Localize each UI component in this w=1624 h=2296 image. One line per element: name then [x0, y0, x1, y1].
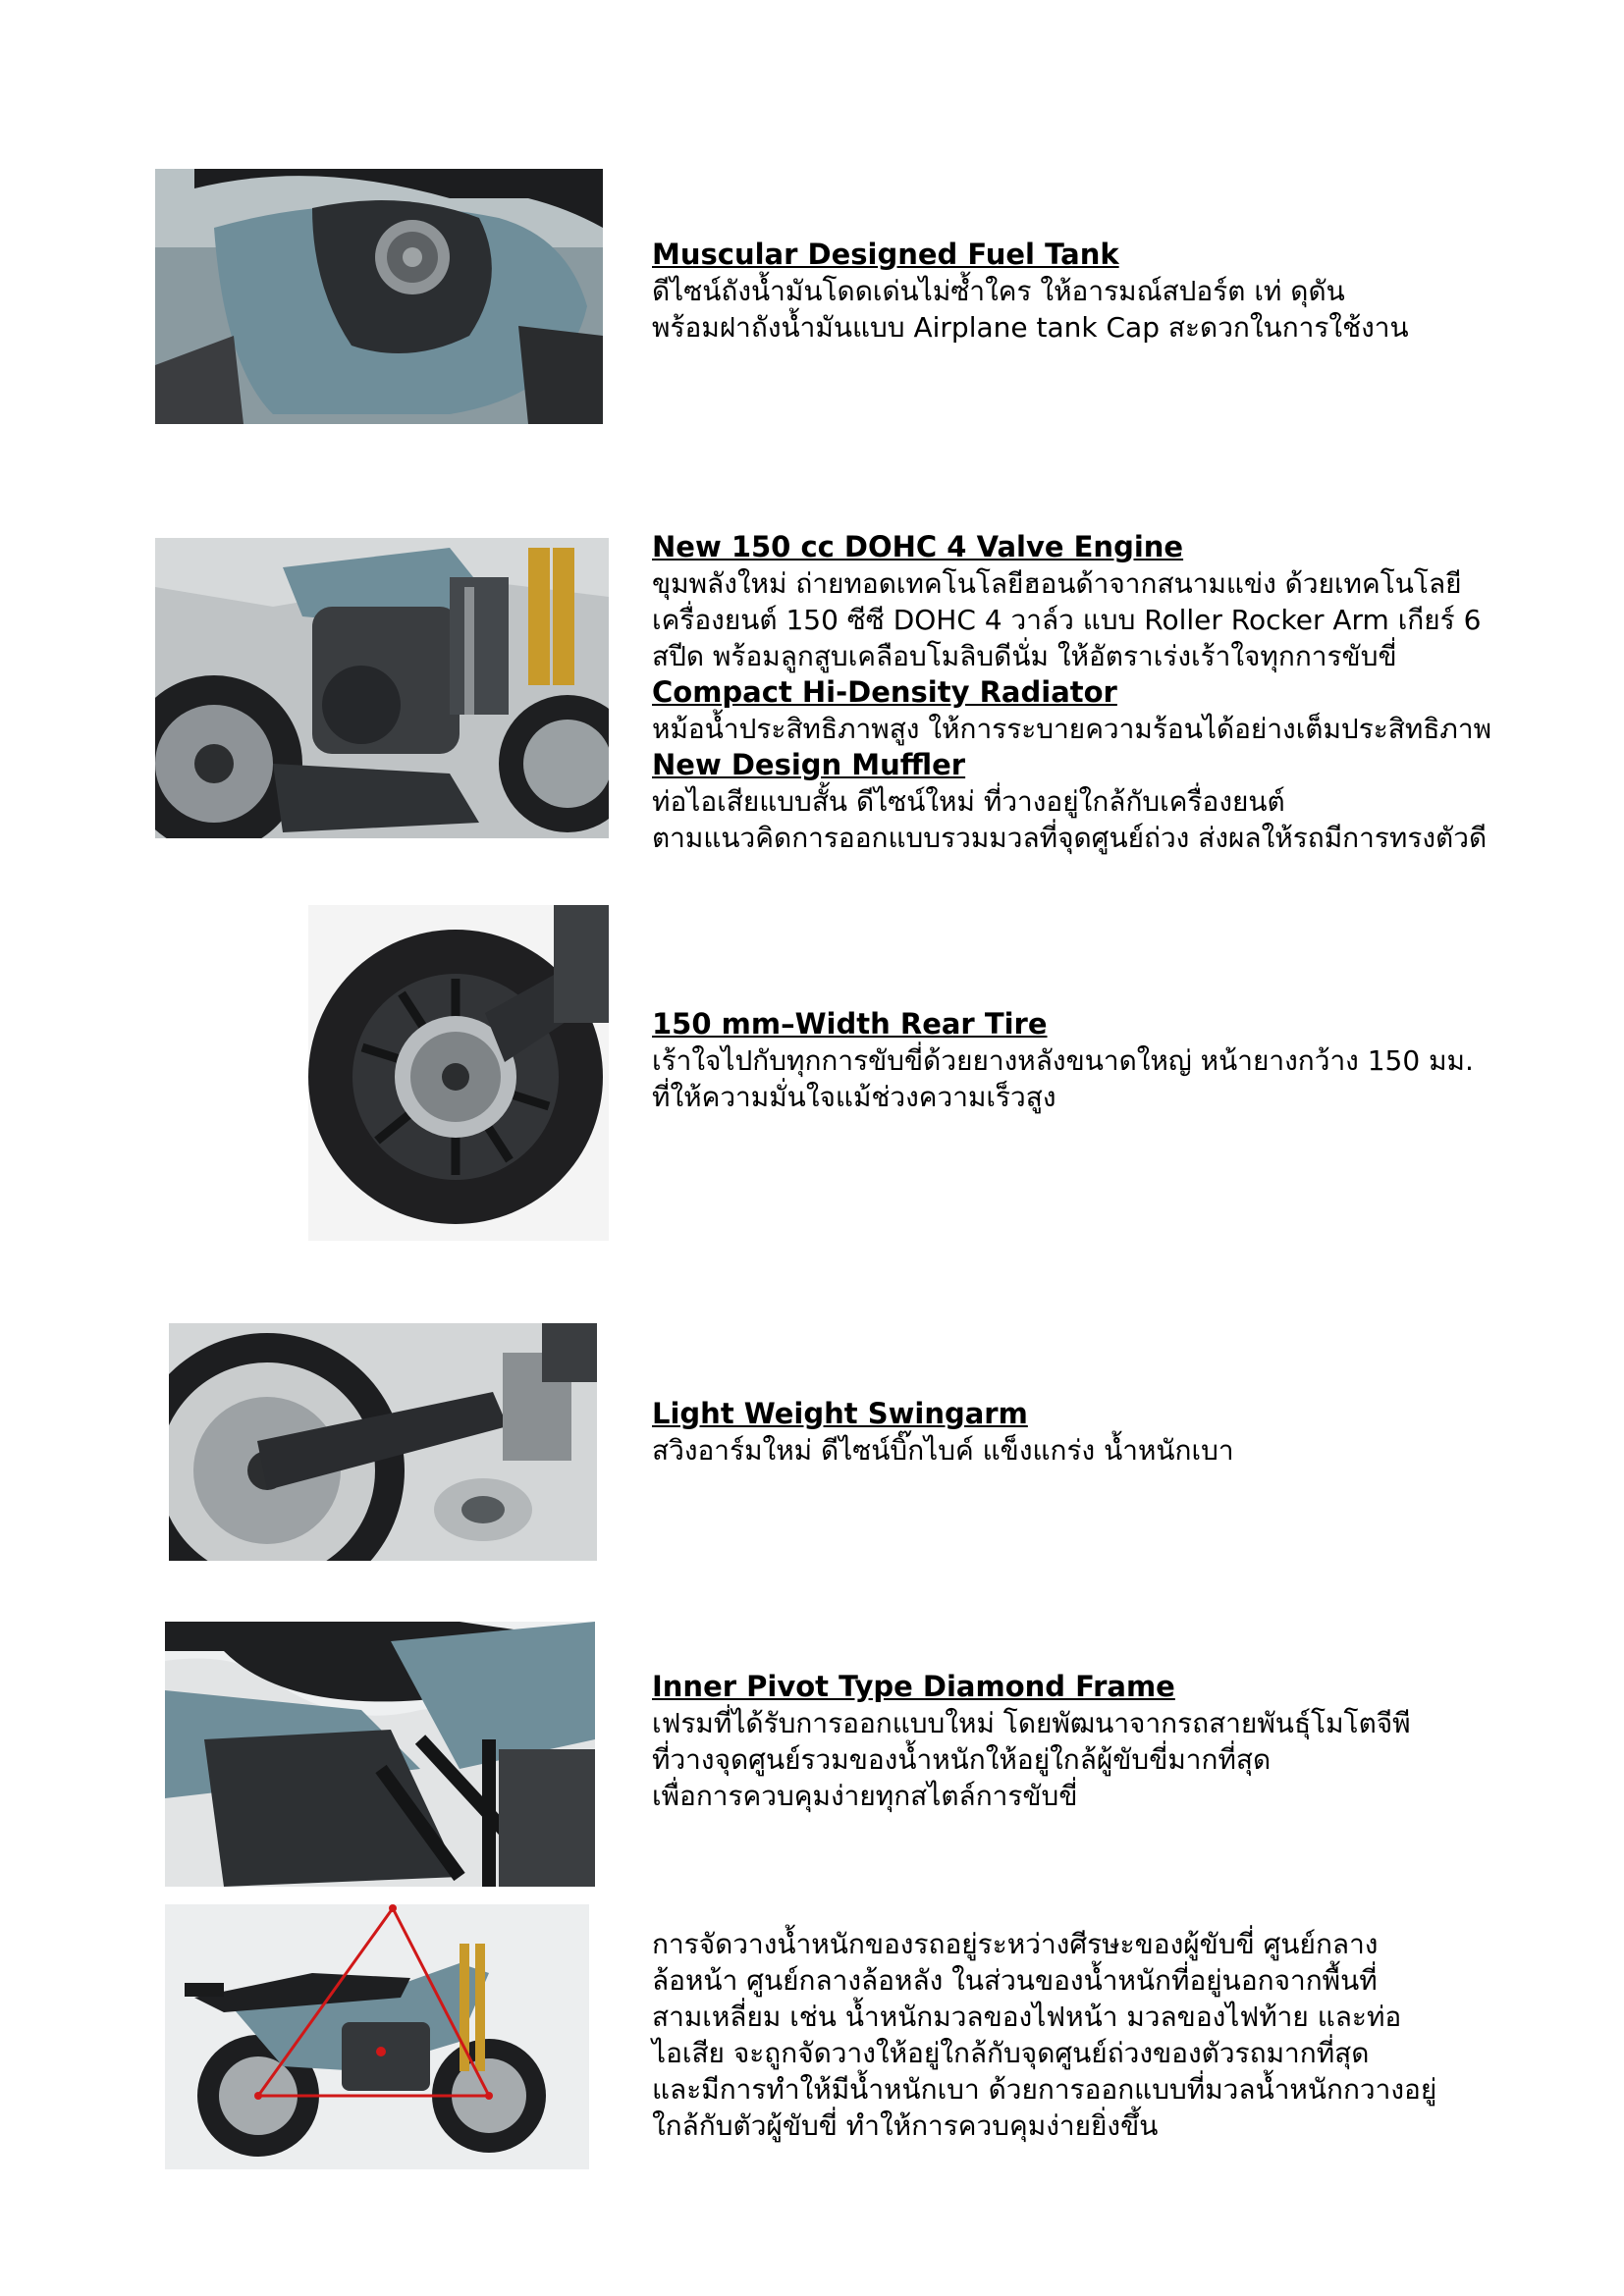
paragraph-line: และมีการทำให้มีน้ำหนักเบา ด้วยการออกแบบที่มวลน้ำหนักกวางอยู่: [652, 2073, 1437, 2106]
section-heading: New 150 cc DOHC 4 Valve Engine: [652, 530, 1184, 563]
section-engine: [652, 529, 1595, 856]
section-text: ที่วางจุดศูนย์รวมของน้ำหนักให้อยู่ใกล้ผู้ขับขี่มากที่สุด: [652, 1743, 1272, 1776]
weight-distribution-paragraph: [652, 1926, 1595, 2144]
weight-distribution-photo: [165, 1904, 589, 2169]
section-text: ดีไซน์ถังน้ำมันโดดเด่นไม่ซ้ำใคร ให้อารมณ์สปอร์ต เท่ ดุดัน: [652, 275, 1345, 307]
section-heading: Light Weight Swingarm: [652, 1397, 1028, 1430]
paragraph-line: ใกล้กับตัวผู้ขับขี่ ทำให้การควบคุมง่ายยิ่งขึ้น: [652, 2109, 1159, 2142]
section-text: หม้อน้ำประสิทธิภาพสูง ให้การระบายความร้อนได้อย่างเต็มประสิทธิภาพ: [652, 713, 1492, 745]
section-heading: Inner Pivot Type Diamond Frame: [652, 1670, 1175, 1703]
section-rear-tire: [652, 1006, 1595, 1115]
section-text: สปีด พร้อมลูกสูบเคลือบโมลิบดีนั่ม ให้อัตราเร่งเร้าใจทุกการขับขี่: [652, 640, 1397, 672]
section-heading-muffler: New Design Muffler: [652, 748, 966, 781]
frame-photo: [165, 1622, 595, 1887]
paragraph-line: การจัดวางน้ำหนักของรถอยู่ระหว่างศีรษะของผู้ขับขี่ ศูนย์กลาง: [652, 1928, 1379, 1960]
engine-photo: [155, 538, 609, 838]
section-text: เร้าใจไปกับทุกการขับขี่ด้วยยางหลังขนาดใหญ่ หน้ายางกว้าง 150 มม.: [652, 1044, 1474, 1077]
swingarm-photo: [169, 1323, 597, 1561]
section-text: เครื่องยนต์ 150 ซีซี DOHC 4 วาล์ว แบบ Roller Rocker Arm เกียร์ 6: [652, 604, 1482, 636]
paragraph-line: ล้อหน้า ศูนย์กลางล้อหลัง ในส่วนของน้ำหนักที่อยู่นอกจากพื้นที่: [652, 1964, 1378, 1997]
fuel-tank-photo: [155, 169, 603, 424]
section-text: ตามแนวคิดการออกแบบรวมมวลที่จุดศูนย์ถ่วง ส่งผลให้รถมีการทรงตัวดี: [652, 822, 1488, 854]
section-heading-radiator: Compact Hi-Density Radiator: [652, 675, 1117, 709]
section-text: สวิงอาร์มใหม่ ดีไซน์บิ๊กไบค์ แข็งแกร่ง น้ำหนักเบา: [652, 1434, 1234, 1467]
paragraph-line: สามเหลี่ยม เช่น น้ำหนักมวลของไฟหน้า มวลของไฟท้าย และท่อ: [652, 2001, 1402, 2033]
section-text: ท่อไอเสียแบบสั้น ดีไซน์ใหม่ ที่วางอยู่ใกล้กับเครื่องยนต์: [652, 785, 1285, 818]
rear-tire-photo: [308, 905, 609, 1241]
section-swingarm: [652, 1396, 1595, 1468]
section-heading: Muscular Designed Fuel Tank: [652, 238, 1119, 271]
section-text: ขุมพลังใหม่ ถ่ายทอดเทคโนโลยีฮอนด้าจากสนามแข่ง ด้วยเทคโนโลยี: [652, 567, 1462, 600]
section-text: ที่ให้ความมั่นใจแม้ช่วงความเร็วสูง: [652, 1081, 1056, 1113]
paragraph-line: ไอเสีย จะถูกจัดวางให้อยู่ใกล้กับจุดศูนย์ถ่วงของตัวรถมากที่สุด: [652, 2037, 1370, 2069]
section-heading: 150 mm–Width Rear Tire: [652, 1007, 1048, 1041]
section-text: พร้อมฝาถังน้ำมันแบบ Airplane tank Cap สะดวกในการใช้งาน: [652, 311, 1409, 344]
section-text: เฟรมที่ได้รับการออกแบบใหม่ โดยพัฒนาจากรถสายพันธุ์โมโตจีพี: [652, 1707, 1411, 1739]
section-text: เพื่อการควบคุมง่ายทุกสไตล์การขับขี่: [652, 1780, 1078, 1812]
section-fuel-tank: [652, 237, 1595, 346]
section-frame: [652, 1669, 1595, 1814]
